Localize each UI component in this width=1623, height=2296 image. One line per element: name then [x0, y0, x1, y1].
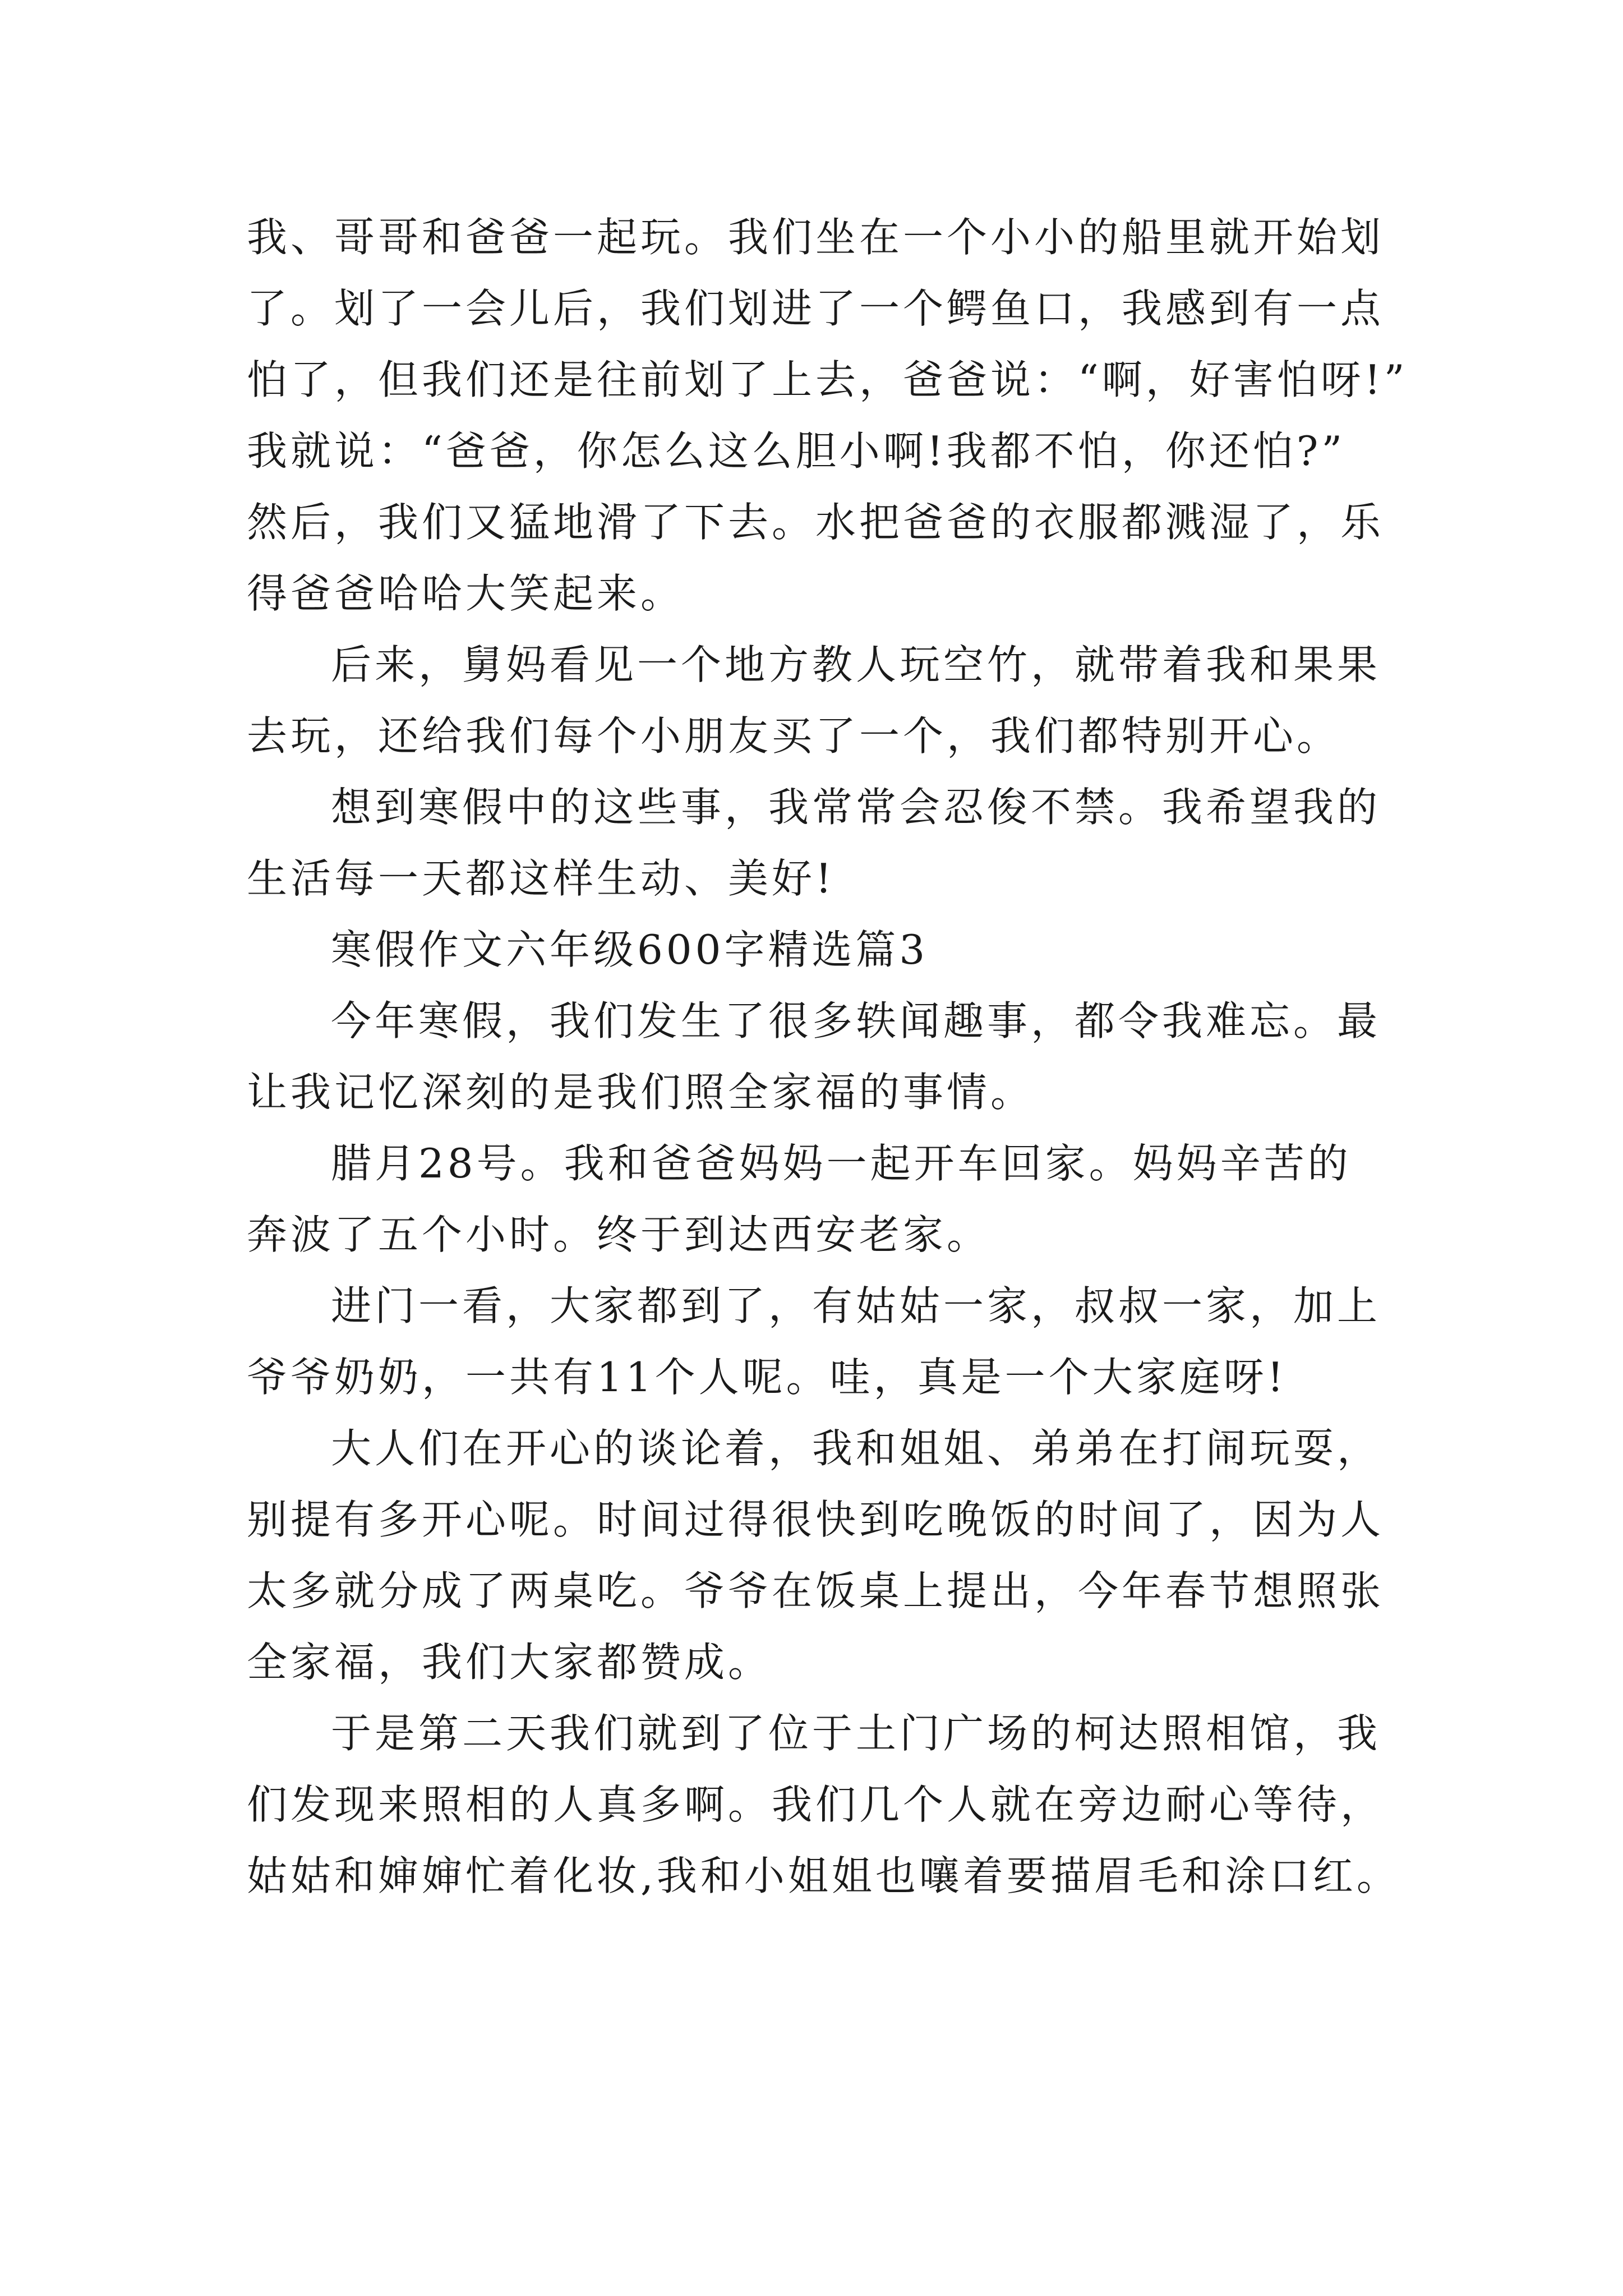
paragraph-first-line: 后来，舅妈看见一个地方教人玩空竹，就带着我和果果: [331, 641, 1381, 688]
paragraph-first-line: 大人们在开心的谈论着，我和姐姐、弟弟在打闹玩耍，: [331, 1425, 1381, 1472]
paragraph-first-line: 腊月28号。我和爸爸妈妈一起开车回家。妈妈辛苦的: [331, 1140, 1352, 1187]
text-line: 去玩，还给我们每个小朋友买了一个，我们都特别开心。: [247, 712, 1341, 760]
text-line: 生活每一天都这样生动、美好!: [247, 855, 835, 902]
text-line: 了。划了一会儿后，我们划进了一个鳄鱼口，我感到有一点: [247, 285, 1385, 332]
paragraph-first-line: 于是第二天我们就到了位于土门广场的柯达照相馆，我: [331, 1710, 1381, 1757]
paragraph-first-line: 进门一看，大家都到了，有姑姑一家，叔叔一家，加上: [331, 1282, 1381, 1329]
text-line: 然后，我们又猛地滑了下去。水把爸爸的衣服都溅湿了，乐: [247, 499, 1385, 546]
document-body: [247, 202, 1413, 1912]
paragraph-first-line: 想到寒假中的这些事，我常常会忍俊不禁。我希望我的: [331, 784, 1381, 831]
text-line: 让我记忆深刻的是我们照全家福的事情。: [247, 1069, 1035, 1116]
text-line: 们发现来照相的人真多啊。我们几个人就在旁边耐心等待，: [247, 1781, 1385, 1828]
text-line: 怕了，但我们还是往前划了上去，爸爸说：“啊，好害怕呀!”: [247, 356, 1408, 403]
section-heading: 寒假作文六年级600字精选篇3: [331, 926, 929, 973]
paragraph-first-line: 今年寒假，我们发生了很多轶闻趣事，都令我难忘。最: [331, 997, 1381, 1045]
text-line: 奔波了五个小时。终于到达西安老家。: [247, 1211, 991, 1258]
text-line: 太多就分成了两桌吃。爷爷在饭桌上提出，今年春节想照张: [247, 1567, 1385, 1614]
text-line: 全家福，我们大家都赞成。: [247, 1639, 772, 1686]
text-line: 得爸爸哈哈大笑起来。: [247, 570, 685, 617]
text-line: 我就说：“爸爸，你怎么这么胆小啊!我都不怕，你还怕?”: [247, 427, 1346, 475]
text-line: 我、哥哥和爸爸一起玩。我们坐在一个小小的船里就开始划: [247, 214, 1385, 261]
text-line: 别提有多开心呢。时间过得很快到吃晚饭的时间了，因为人: [247, 1496, 1385, 1543]
text-line: 姑姑和婶婶忙着化妆,我和小姐姐也嚷着要描眉毛和涂口红。: [247, 1852, 1400, 1899]
text-line: 爷爷奶奶，一共有11个人呢。哇，真是一个大家庭呀!: [247, 1354, 1287, 1401]
